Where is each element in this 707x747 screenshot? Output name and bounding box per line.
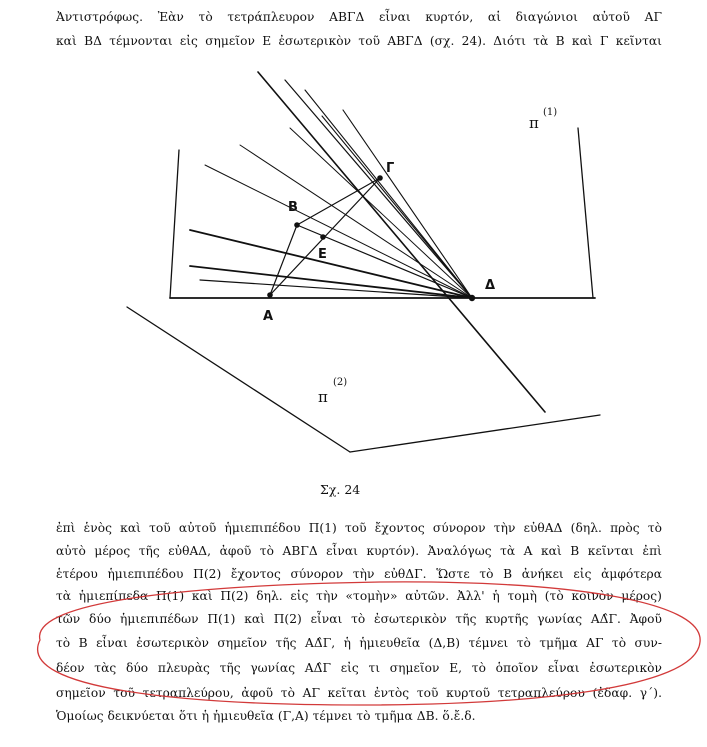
half-plane-1-right-edge [578, 128, 593, 298]
point-d [469, 295, 475, 301]
line-dg [258, 72, 545, 412]
label-pi-1: π [529, 114, 539, 132]
label-pi-2: π [318, 388, 328, 406]
half-plane-2-bottom-edge [350, 415, 600, 452]
point-b [294, 222, 300, 228]
paragraph-line: δέον τὰς δύο πλευρὰς τῆς γωνίας ΑΔ̂Γ εἰς τι σημεῖον Ε, τὸ ὁποῖον εἶναι ἐσωτερικὸν [56, 661, 662, 675]
ray [285, 80, 472, 298]
paragraph-line: καὶ ΒΔ τέμνονται εἰς σημεῖον Ε ἐσωτερικὸν τοῦ ΑΒΓΔ (σχ. 24). Διότι τὰ Β καὶ Γ κεῖνται [56, 34, 662, 48]
paragraph-line: σημεῖον τοῦ τετραπλεύρου, ἀφοῦ τὸ ΑΓ κεῖται ἐντὸς τοῦ κυρτοῦ τετραπλεύρου (ἐδαφ. γ΄). [56, 686, 662, 700]
label-b: Β [288, 200, 298, 215]
paragraph-line: αὐτὸ μέρος τῆς εὐθΑΔ, ἀφοῦ τὸ ΑΒΓΔ εἶναι κυρτόν). Ἀναλόγως τὰ Α καὶ Β κεῖνται ἐπὶ [56, 544, 662, 558]
point-e [320, 234, 326, 240]
label-d: Δ [485, 278, 496, 293]
label-pi-2-superscript: (2) [333, 377, 348, 388]
ray [322, 116, 472, 298]
paragraph-line: Ἀντιστρόφως. Ἐὰν τὸ τετράπλευρον ΑΒΓΔ εἶναι κυρτόν, αἱ διαγώνιοι αὐτοῦ ΑΓ [56, 10, 662, 24]
half-plane-1-left-edge [170, 150, 179, 298]
paragraph-line: ἐπὶ ἑνὸς καὶ τοῦ αὐτοῦ ἡμιεπιπέδου Π(1) τοῦ ἔχοντος σύνορον τὴν εὐθΑΔ (δηλ. πρὸς τὸ [56, 521, 662, 535]
point-g [377, 175, 383, 181]
figure-caption: Σχ. 24 [320, 482, 361, 497]
paragraph-line: τὸ Β εἶναι ἐσωτερικὸν σημεῖον τῆς ΑΔ̂Γ, ἡ ἡμιευθεῖα (Δ,Β) τέμνει τὸ τμῆμα ΑΓ τὸ συν- [56, 636, 662, 650]
paragraph-line: τῶν δύο ἡμιεπιπέδων Π(1) καὶ Π(2) εἶναι τὸ ἐσωτερικὸν τῆς κυρτῆς γωνίας ΑΔ̂Γ. Ἀφοῦ [56, 612, 662, 626]
ray [205, 165, 472, 298]
half-plane-2-left-edge [127, 307, 350, 452]
label-pi-1-superscript: (1) [543, 107, 558, 118]
label-g: Γ [386, 161, 395, 176]
paragraph-line: ἑτέρου ἡμιεπιπέδου Π(2) ἔχοντος σύνορον τὴν εὐθΔΓ. Ὥστε τὸ Β ἀνήκει εἰς ἀμφότερα [56, 567, 662, 581]
point-a [267, 292, 273, 298]
label-e: Ε [318, 247, 327, 262]
ray [190, 230, 472, 298]
paragraph-line: τὰ ἡμιεπίπεδα Π(1) καὶ Π(2) δηλ. εἰς τὴν «τομὴν» αὐτῶν. Ἀλλ' ἡ τομὴ (τὸ κοινὸν μέρος) [56, 589, 662, 603]
ray [343, 110, 472, 298]
label-a: Α [263, 309, 274, 324]
segment-ab [270, 225, 297, 295]
paragraph-line: Ὁμοίως δεικνύεται ὅτι ἡ ἡμιευθεῖα (Γ,Α) τέμνει τὸ τμῆμα ΔΒ. ὅ.ἔ.δ. [56, 709, 476, 723]
